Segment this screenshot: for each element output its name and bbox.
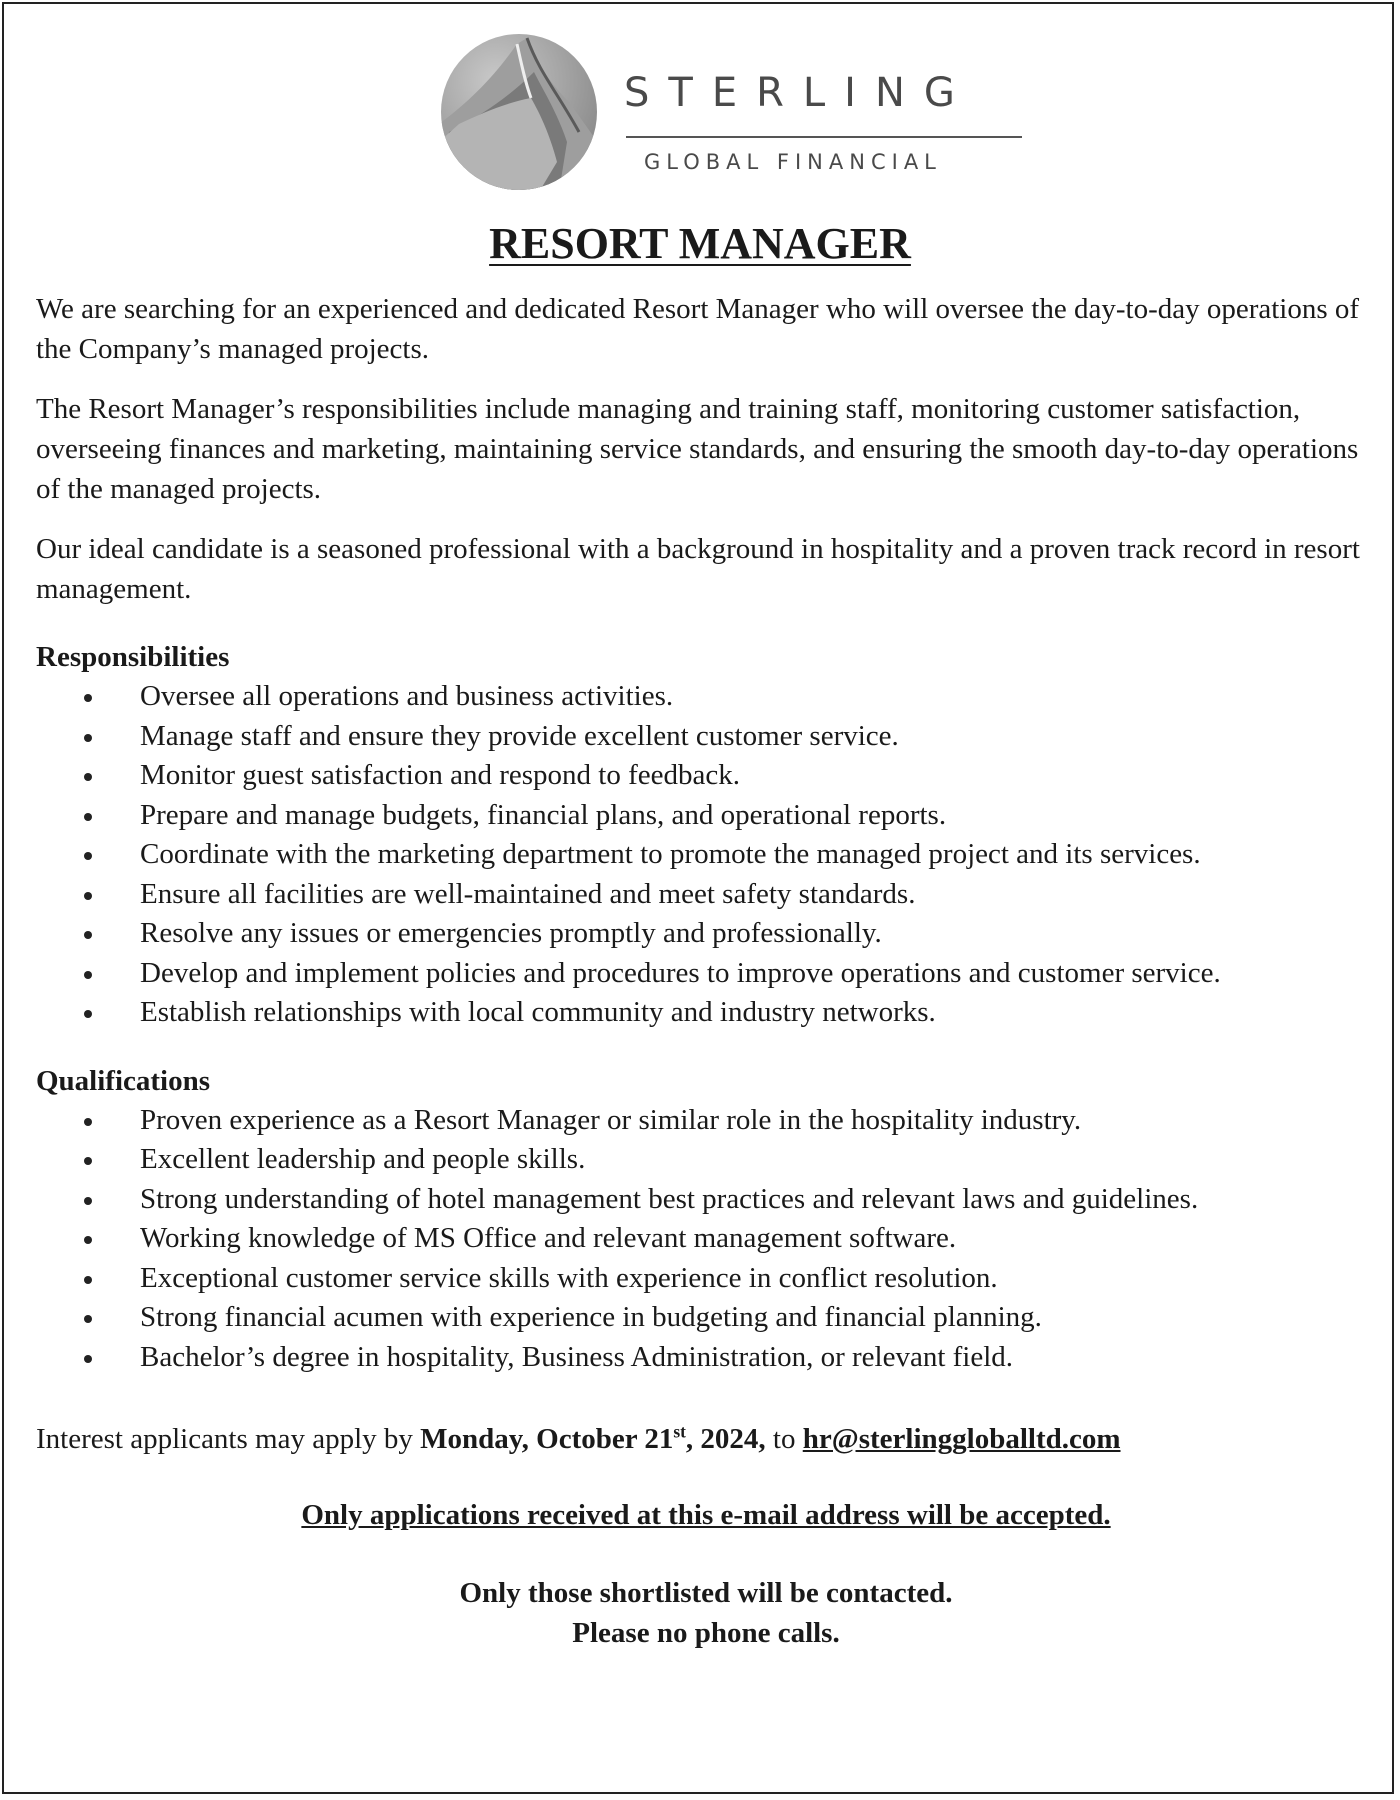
bullet-icon [84,1010,92,1018]
list-item [36,835,1376,875]
list-item-text: Oversee all operations and business activities. [140,680,674,712]
list-item [36,993,1376,1033]
list-item-text: Manage staff and ensure they provide excellent customer service. [140,719,899,752]
bullet-icon [84,1315,92,1323]
bullet-icon [84,892,92,900]
list-item [36,796,1376,836]
bullet-icon [84,931,92,939]
list-item [36,717,1376,757]
list-item-text: Prepare and manage budgets, financial plans, and operational reports. [140,798,947,831]
bullet-icon [84,1355,92,1363]
list-item [36,1219,1376,1259]
list-item [36,1259,1376,1299]
list-item [36,875,1376,915]
deadline-date [420,1423,766,1455]
list-item [36,1140,1376,1180]
bullet-icon [84,773,92,781]
brand-subtitle: GLOBAL FINANCIAL [644,150,942,174]
list-item [36,914,1376,954]
apply-instructions [36,1419,1376,1459]
list-item [36,1101,1376,1141]
no-calls-notice: Please no phone calls. [572,1617,840,1649]
list-item [36,677,1376,717]
bullet-icon [84,813,92,821]
bullet-icon [84,734,92,742]
intro-paragraph: Our ideal candidate is a seasoned professional with a background in hospitality and a proven track record in resort management. [36,533,1360,605]
bullet-icon [84,1197,92,1205]
list-item-text: Ensure all facilities are well-maintained and meet safety standards. [140,877,916,910]
list-item-text: Exceptional customer service skills with experience in conflict resolution. [140,1261,998,1294]
list-item-text: Coordinate with the marketing department to promote the managed project and its services. [140,838,1201,870]
list-item-text: Develop and implement policies and procedures to improve operations and customer service. [140,956,1221,989]
email-only-notice: Only applications received at this e-mail address will be accepted. [301,1499,1111,1531]
list-item-text: Bachelor’s degree in hospitality, Business Administration, or relevant field. [140,1340,1014,1373]
list-item-text: Proven experience as a Resort Manager or similar role in the hospitality industry. [140,1103,1082,1136]
deadline-date-year: , 2024, [685,1423,766,1455]
bullet-icon [84,694,92,702]
list-item [36,756,1376,796]
brand-name: STERLING [624,70,974,116]
intro-paragraph: We are searching for an experienced and dedicated Resort Manager who will oversee the day-to-day operations of the Company’s managed projects. [36,293,1360,365]
bullet-icon [84,1118,92,1126]
bullet-icon [84,852,92,860]
job-posting-page [2,2,1394,1794]
responsibilities-heading: Responsibilities [36,641,230,673]
list-item [36,1298,1376,1338]
qualifications-list [36,1101,1376,1378]
list-item-text: Establish relationships with local community and industry networks. [140,996,936,1028]
bullet-icon [84,1157,92,1165]
mountain-logo-icon [439,32,599,192]
apply-to-text: to [765,1423,803,1455]
posting-body [36,289,1376,1653]
list-item-text: Excellent leadership and people skills. [140,1143,586,1175]
list-item-text: Monitor guest satisfaction and respond to feedback. [140,759,740,791]
list-item-text: Working knowledge of MS Office and relevant management software. [140,1222,957,1254]
list-item-text: Strong financial acumen with experience in budgeting and financial planning. [140,1301,1042,1333]
qualifications-heading: Qualifications [36,1064,211,1097]
email-link[interactable]: hr@sterlinggloballtd.com [802,1423,1121,1455]
list-item [36,1338,1376,1378]
list-item [36,1180,1376,1220]
deadline-date-main: Monday, October 21 [420,1423,674,1455]
bullet-icon [84,971,92,979]
list-item-text: Strong understanding of hotel management best practices and relevant laws and guidelines. [140,1182,1199,1215]
list-item-text: Resolve any issues or emergencies promptly and professionally. [140,917,882,949]
brand-divider [626,136,1022,138]
bullet-icon [84,1276,92,1284]
apply-prefix: Interest applicants may apply by [36,1423,421,1455]
responsibilities-list [36,677,1376,1033]
job-title: RESORT MANAGER [489,219,911,268]
bullet-icon [84,1236,92,1244]
deadline-date-suffix: st [673,1421,686,1442]
list-item [36,954,1376,994]
intro-paragraph: The Resort Manager’s responsibilities include managing and training staff, monitoring customer satisfaction, overseeing finances and marketing, maintaining service standards, and ensuring the smooth day-to-day operations of the managed projects. [36,393,1359,505]
company-logo [439,32,1039,192]
shortlist-notice: Only those shortlisted will be contacted. [459,1577,953,1609]
